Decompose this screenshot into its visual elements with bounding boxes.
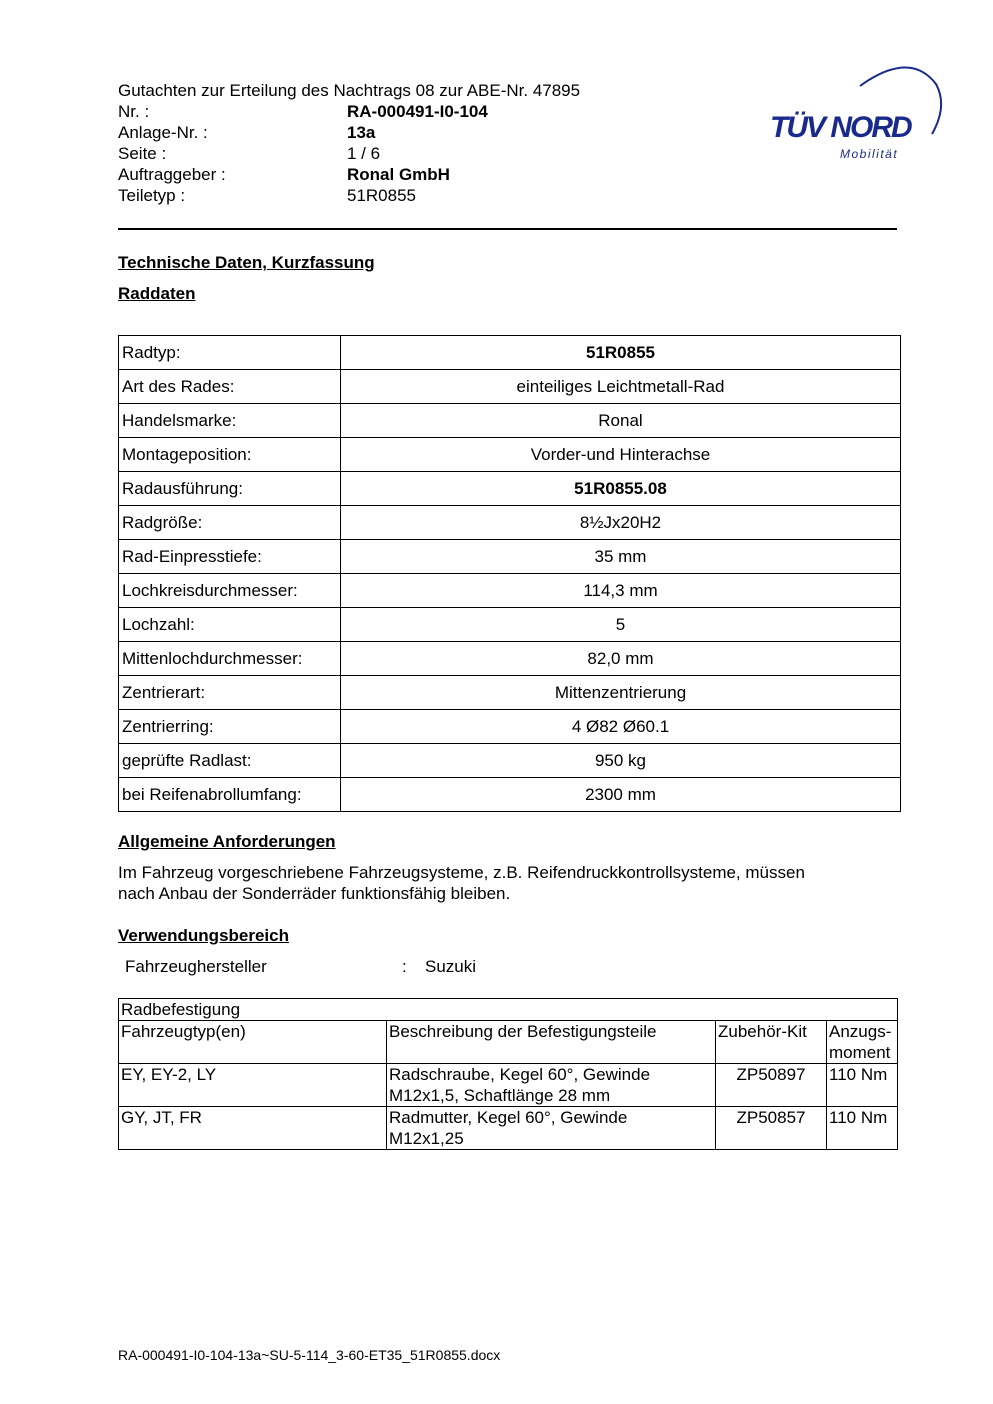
wheel-field-label: Mittenlochdurchmesser: <box>119 642 341 676</box>
table-row <box>119 472 901 506</box>
header-value: 51R0855 <box>347 186 417 205</box>
requirements-line: nach Anbau der Sonderräder funktionsfähig bleiben. <box>118 884 511 903</box>
wheel-field-value: 82,0 mm <box>341 642 901 676</box>
table-row <box>119 540 901 574</box>
tuv-nord-logo <box>760 58 950 168</box>
wheel-field-value: 35 mm <box>341 540 901 574</box>
wheel-field-value: 2300 mm <box>341 778 901 812</box>
header-label: Teiletyp : <box>118 186 186 205</box>
wheel-field-label: Lochzahl: <box>119 608 341 642</box>
vehicle-types: GY, JT, FR <box>119 1107 387 1150</box>
wheel-data-table <box>118 335 901 812</box>
wheel-field-value: 114,3 mm <box>341 574 901 608</box>
wheel-field-value: einteiliges Leichtmetall-Rad <box>341 370 901 404</box>
section-title: Technische Daten, Kurzfassung <box>118 253 375 272</box>
torque: 110 Nm <box>827 1107 898 1150</box>
torque: 110 Nm <box>827 1064 898 1107</box>
desc-line: M12x1,25 <box>389 1129 464 1148</box>
desc-line: M12x1,5, Schaftlänge 28 mm <box>389 1086 611 1105</box>
wheel-field-label: Lochkreisdurchmesser: <box>119 574 341 608</box>
header-divider <box>118 228 897 230</box>
table-row <box>119 778 901 812</box>
header-label: Auftraggeber : <box>118 165 226 184</box>
table-row <box>119 744 901 778</box>
mounting-header-row <box>119 1021 898 1064</box>
table-row <box>119 642 901 676</box>
header-field-nr <box>118 101 518 122</box>
header-label: Nr. : <box>118 102 150 121</box>
header-value: 13a <box>347 123 376 142</box>
wheel-field-label: geprüfte Radlast: <box>119 744 341 778</box>
table-row <box>119 506 901 540</box>
header-field-auftraggeber <box>118 164 518 185</box>
wheel-data-heading: Raddaten <box>118 284 196 303</box>
wheel-field-value: Vorder-und Hinterachse <box>341 438 901 472</box>
fastener-description <box>387 1107 716 1150</box>
table-row <box>119 1064 898 1107</box>
wheel-field-label: bei Reifenabrollumfang: <box>119 778 341 812</box>
wheel-field-label: Zentrierring: <box>119 710 341 744</box>
header-label: Seite : <box>118 144 167 163</box>
header-value: Ronal GmbH <box>347 165 450 184</box>
header-field-teiletyp <box>118 185 518 206</box>
table-row <box>119 1107 898 1150</box>
manufacturer-value: Suzuki <box>425 957 477 976</box>
logo-arc-icon <box>760 58 950 168</box>
wheel-field-value: 950 kg <box>341 744 901 778</box>
vehicle-types: EY, EY-2, LY <box>119 1064 387 1107</box>
table-row <box>119 608 901 642</box>
header-value: 1 / 6 <box>347 144 381 163</box>
desc-line: Radschraube, Kegel 60°, Gewinde <box>389 1065 651 1084</box>
mounting-title: Radbefestigung <box>119 999 898 1021</box>
wheel-field-value: 4 Ø82 Ø60.1 <box>341 710 901 744</box>
col-header-types: Fahrzeugtyp(en) <box>119 1021 387 1064</box>
accessory-kit: ZP50857 <box>716 1107 827 1150</box>
table-row <box>119 676 901 710</box>
col-header-torque-line: moment <box>829 1043 891 1062</box>
accessory-kit: ZP50897 <box>716 1064 827 1107</box>
wheel-field-label: Rad-Einpresstiefe: <box>119 540 341 574</box>
wheel-field-label: Radausführung: <box>119 472 341 506</box>
header-field-anlage <box>118 122 518 143</box>
wheel-field-value: 8½Jx20H2 <box>341 506 901 540</box>
table-row <box>119 404 901 438</box>
wheel-field-label: Radgröße: <box>119 506 341 540</box>
col-header-torque <box>827 1021 898 1064</box>
col-header-kit: Zubehör-Kit <box>716 1021 827 1064</box>
document-filename: RA-000491-I0-104-13a~SU-5-114_3-60-ET35_51R0855.docx <box>118 1347 501 1363</box>
report-title-line <box>118 80 580 101</box>
wheel-field-label: Art des Rades: <box>119 370 341 404</box>
wheel-field-value: Ronal <box>341 404 901 438</box>
wheel-field-value: 51R0855.08 <box>341 472 901 506</box>
header-field-seite <box>118 143 518 164</box>
logo-sub: Mobilität <box>840 147 899 161</box>
requirements-text <box>118 862 878 904</box>
table-row <box>119 336 901 370</box>
mounting-table <box>118 998 898 1150</box>
desc-line: Radmutter, Kegel 60°, Gewinde <box>389 1108 628 1127</box>
requirements-line: Im Fahrzeug vorgeschriebene Fahrzeugsysteme, z.B. Reifendruckkontrollsysteme, müssen <box>118 863 805 882</box>
manufacturer-separator: : <box>402 957 407 976</box>
wheel-field-value: 5 <box>341 608 901 642</box>
table-row <box>119 370 901 404</box>
table-row <box>119 710 901 744</box>
header-value: RA-000491-I0-104 <box>347 102 488 121</box>
header-label: Anlage-Nr. : <box>118 123 208 142</box>
table-row <box>119 438 901 472</box>
wheel-field-value: 51R0855 <box>341 336 901 370</box>
wheel-field-value: Mittenzentrierung <box>341 676 901 710</box>
fastener-description <box>387 1064 716 1107</box>
manufacturer-label: Fahrzeughersteller <box>125 957 267 976</box>
wheel-field-label: Handelsmarke: <box>119 404 341 438</box>
mounting-title-row <box>119 999 898 1021</box>
col-header-desc: Beschreibung der Befestigungsteile <box>387 1021 716 1064</box>
wheel-field-label: Radtyp: <box>119 336 341 370</box>
report-title: Gutachten zur Erteilung des Nachtrags 08 zur ABE-Nr. 47895 <box>118 81 581 100</box>
wheel-field-label: Montageposition: <box>119 438 341 472</box>
requirements-heading: Allgemeine Anforderungen <box>118 832 336 851</box>
usage-heading: Verwendungsbereich <box>118 926 289 945</box>
wheel-field-label: Zentrierart: <box>119 676 341 710</box>
logo-brand: TÜV NORD <box>770 111 911 144</box>
col-header-torque-line: Anzugs- <box>829 1022 892 1041</box>
table-row <box>119 574 901 608</box>
